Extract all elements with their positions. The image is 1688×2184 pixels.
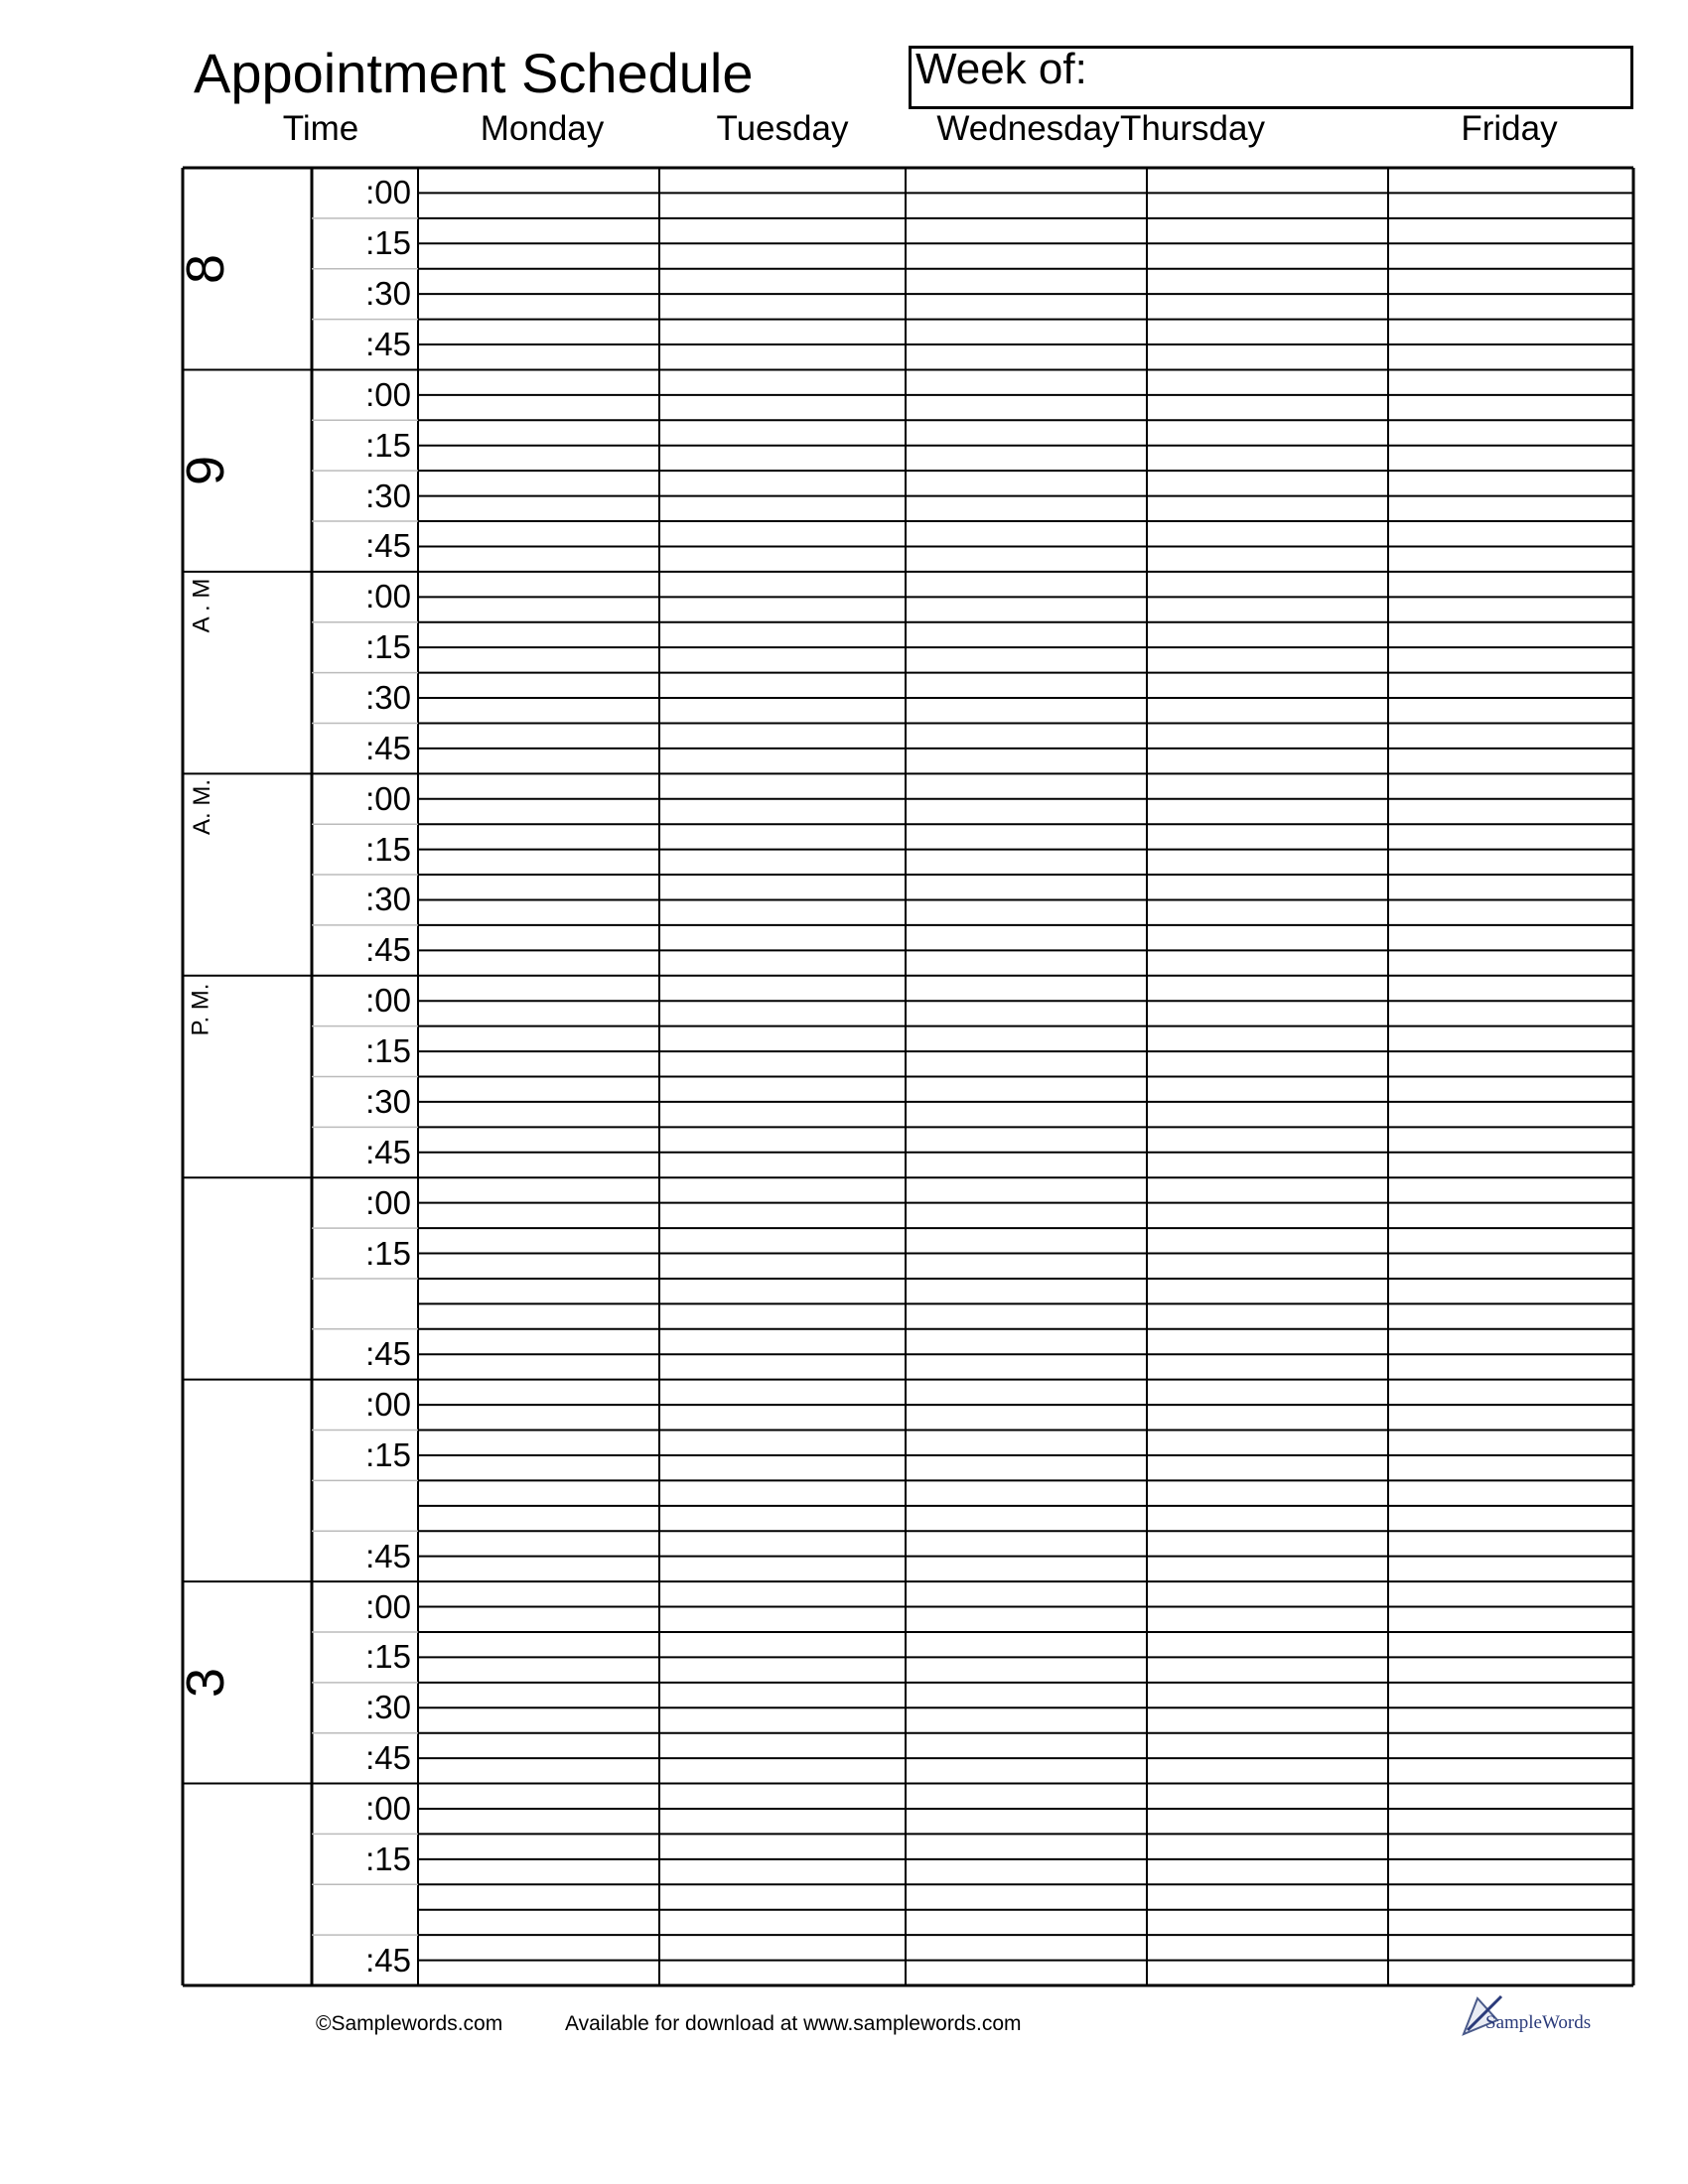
minute-label: :45 xyxy=(365,1941,411,1979)
logo-text: SampleWords xyxy=(1485,2012,1592,2033)
minute-label: :15 xyxy=(365,1638,411,1676)
week-of-label: Week of: xyxy=(915,45,1087,93)
minute-label: :00 xyxy=(365,1183,411,1221)
minute-label: :00 xyxy=(365,779,411,817)
minute-label: :45 xyxy=(365,931,411,969)
minute-label: :45 xyxy=(365,527,411,565)
minute-label: :45 xyxy=(365,1739,411,1777)
column-header-tuesday: Tuesday xyxy=(716,109,849,148)
minute-label: :30 xyxy=(365,881,411,918)
minute-label: :00 xyxy=(365,1587,411,1625)
am-pm-label: A . M xyxy=(188,578,215,633)
minute-label: :00 xyxy=(365,1789,411,1827)
minute-label: :15 xyxy=(365,224,411,262)
column-header-time: Time xyxy=(282,109,359,148)
minute-label: :00 xyxy=(365,982,411,1020)
minute-label: :00 xyxy=(365,578,411,615)
minute-label: :15 xyxy=(365,1032,411,1070)
minute-label: :30 xyxy=(365,679,411,717)
footer-copyright: ©Samplewords.com xyxy=(316,2012,503,2035)
minute-label: :45 xyxy=(365,1537,411,1574)
minute-label: :00 xyxy=(365,1386,411,1424)
minute-label: :45 xyxy=(365,729,411,766)
column-header-monday: Monday xyxy=(480,109,605,148)
column-header-thursday: Thursday xyxy=(1120,109,1265,148)
minute-label: :15 xyxy=(365,1840,411,1877)
minute-label: :30 xyxy=(365,1689,411,1726)
samplewords-logo xyxy=(1458,1990,1597,2040)
hour-label: 8 xyxy=(176,253,236,284)
minute-label: :15 xyxy=(365,1435,411,1473)
page-title: Appointment Schedule xyxy=(194,42,754,104)
am-pm-label: P. M. xyxy=(187,983,214,1036)
minute-label: :45 xyxy=(365,1335,411,1373)
minute-label: :00 xyxy=(365,174,411,211)
minute-label: :45 xyxy=(365,1133,411,1170)
footer-download-note[interactable]: Available for download at www.samplewords.com xyxy=(565,2012,1022,2035)
minute-label: :15 xyxy=(365,830,411,868)
minute-label: :45 xyxy=(365,326,411,362)
column-header-wednesday: Wednesday xyxy=(936,109,1120,148)
minute-label: :15 xyxy=(365,1234,411,1272)
minute-label: :15 xyxy=(365,426,411,464)
hour-label: 9 xyxy=(176,456,236,486)
am-pm-label: A. M. xyxy=(189,779,216,836)
minute-label: :30 xyxy=(365,1082,411,1120)
minute-label: :00 xyxy=(365,375,411,413)
hour-label: 3 xyxy=(176,1667,236,1698)
minute-label: :30 xyxy=(365,275,411,313)
minute-label: :15 xyxy=(365,628,411,666)
column-header-friday: Friday xyxy=(1461,109,1558,148)
minute-label: :30 xyxy=(365,477,411,514)
